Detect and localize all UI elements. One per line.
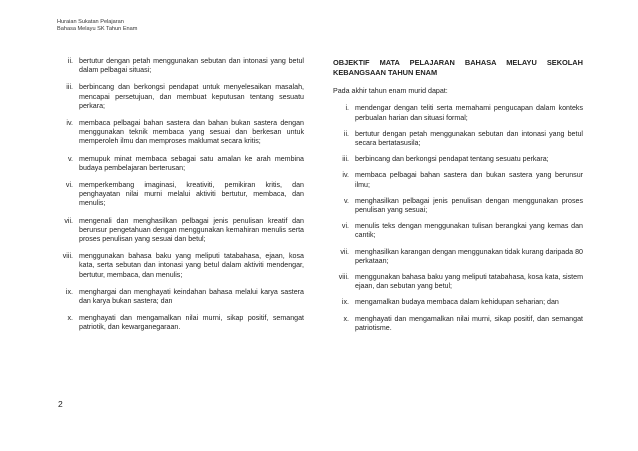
list-item (57, 314, 304, 332)
item-number: v. (68, 154, 73, 163)
list-item (57, 119, 304, 147)
item-number: ix. (65, 287, 73, 296)
list-item (333, 155, 583, 164)
section-intro: Pada akhir tahun enam murid dapat: (333, 87, 448, 96)
left-column-list (57, 57, 304, 341)
list-item (333, 273, 583, 291)
item-number: viii. (338, 273, 349, 282)
item-text: mengenali dan menghasilkan pelbagai jenis penulisan kreatif dan berunsur pengetahuan dengan menggunakan kemahiran menulis serta proses penulisan yang sesuai dan betul; (79, 216, 304, 244)
item-number: v. (344, 196, 349, 205)
item-text: menggunakan bahasa baku yang meliputi tatabahasa, ejaan, kosa kata, serta sebutan dan intonasi yang betul dalam aktiviti mendengar, bertutur, membaca, dan menulis; (79, 252, 304, 279)
item-number: iii. (342, 155, 349, 164)
list-item (333, 248, 583, 266)
item-text: bertutur dengan petah menggunakan sebutan dan intonasi yang betul dalam pelbagai situasi; (79, 57, 304, 75)
item-text: menulis teks dengan menggunakan tulisan berangkai yang kemas dan cantik; (355, 222, 583, 240)
list-item (57, 288, 304, 306)
list-item (57, 252, 304, 280)
item-number: ii. (343, 129, 349, 138)
item-number: ii. (67, 57, 73, 65)
item-text: mendengar dengan teliti serta memahami pengucapan dalam konteks perbualan harian dan situasi formal; (355, 104, 583, 122)
item-number: x. (67, 314, 73, 323)
list-item (333, 222, 583, 240)
item-number: iv. (342, 171, 349, 180)
item-number: vi. (65, 181, 73, 190)
header-line-1: Huraian Sukatan Pelajaran (57, 19, 124, 25)
section-title: OBJEKTIF MATA PELAJARAN BAHASA MELAYU SEKOLAH KEBANGSAAN TAHUN ENAM (333, 58, 583, 77)
header-line-2: Bahasa Melayu SK Tahun Enam (57, 26, 138, 32)
item-text: menghasilkan pelbagai jenis penulisan dengan menggunakan proses penulisan yang sesuai; (355, 196, 583, 215)
list-item (333, 298, 583, 307)
list-item (333, 130, 583, 148)
item-text: menghayati dan mengamalkan nilai murni, sikap positif, dan semangat patriotisme. (355, 314, 583, 332)
item-text: menghasilkan karangan dengan menggunakan tidak kurang daripada 80 perkataan; (355, 247, 583, 265)
list-item (57, 217, 304, 245)
list-item (333, 171, 583, 189)
right-column (333, 57, 583, 340)
item-number: i. (345, 104, 349, 113)
item-number: vii. (340, 247, 349, 256)
list-item (333, 104, 583, 122)
item-text: menghayati dan mengamalkan nilai murni, sikap positif, semangat patriotik, dan kewarganegaraan. (79, 314, 304, 332)
item-text: bertutur dengan petah menggunakan sebutan dan intonasi yang betul secara bertatasusila; (355, 129, 583, 147)
list-item (333, 315, 583, 333)
list-item (57, 83, 304, 111)
document-header (57, 19, 137, 33)
item-text: mengamalkan budaya membaca dalam kehidupan seharian; dan (355, 298, 559, 307)
item-number: iv. (66, 119, 73, 128)
item-text: berbincang dan berkongsi pendapat untuk menyelesaikan masalah, mencapai persetujuan, dan membuat keputusan tentang sesuatu perkara; (79, 83, 304, 110)
list-item (57, 181, 304, 209)
item-number: vi. (341, 222, 349, 231)
item-text: memperkembang imaginasi, kreativiti, pemikiran kritis, dan penghayatan nilai murni melalui aktiviti bertutur, membaca, dan menulis; (79, 181, 304, 208)
page-number: 2 (58, 399, 63, 409)
item-number: ix. (341, 298, 349, 307)
list-item (57, 57, 304, 75)
list-item (333, 197, 583, 215)
item-number: iii. (66, 83, 73, 92)
item-text: menghargai dan menghayati keindahan bahasa melalui karya sastera dan karya bukan sastera; dan (79, 287, 304, 306)
item-text: memupuk minat membaca sebagai satu amalan ke arah membina budaya pembelajaran berterusan; (79, 154, 304, 172)
list-item (57, 155, 304, 173)
item-text: membaca pelbagai bahan sastera dan bahan bukan sastera dengan menggunakan teknik membaca yang sesuai dan berkesan untuk memperoleh ilmu dan memproses maklumat secara kritis; (79, 119, 304, 146)
item-text: menggunakan bahasa baku yang meliputi tatabahasa, kosa kata, sistem ejaan, dan sebutan yang betul; (355, 273, 583, 291)
item-text: membaca pelbagai bahan sastera dan bukan sastera yang berunsur ilmu; (355, 171, 583, 189)
item-number: x. (343, 314, 349, 323)
item-text: berbincang dan berkongsi pendapat tentang sesuatu perkara; (355, 155, 549, 164)
item-number: vii. (64, 216, 73, 225)
item-number: viii. (62, 252, 73, 261)
